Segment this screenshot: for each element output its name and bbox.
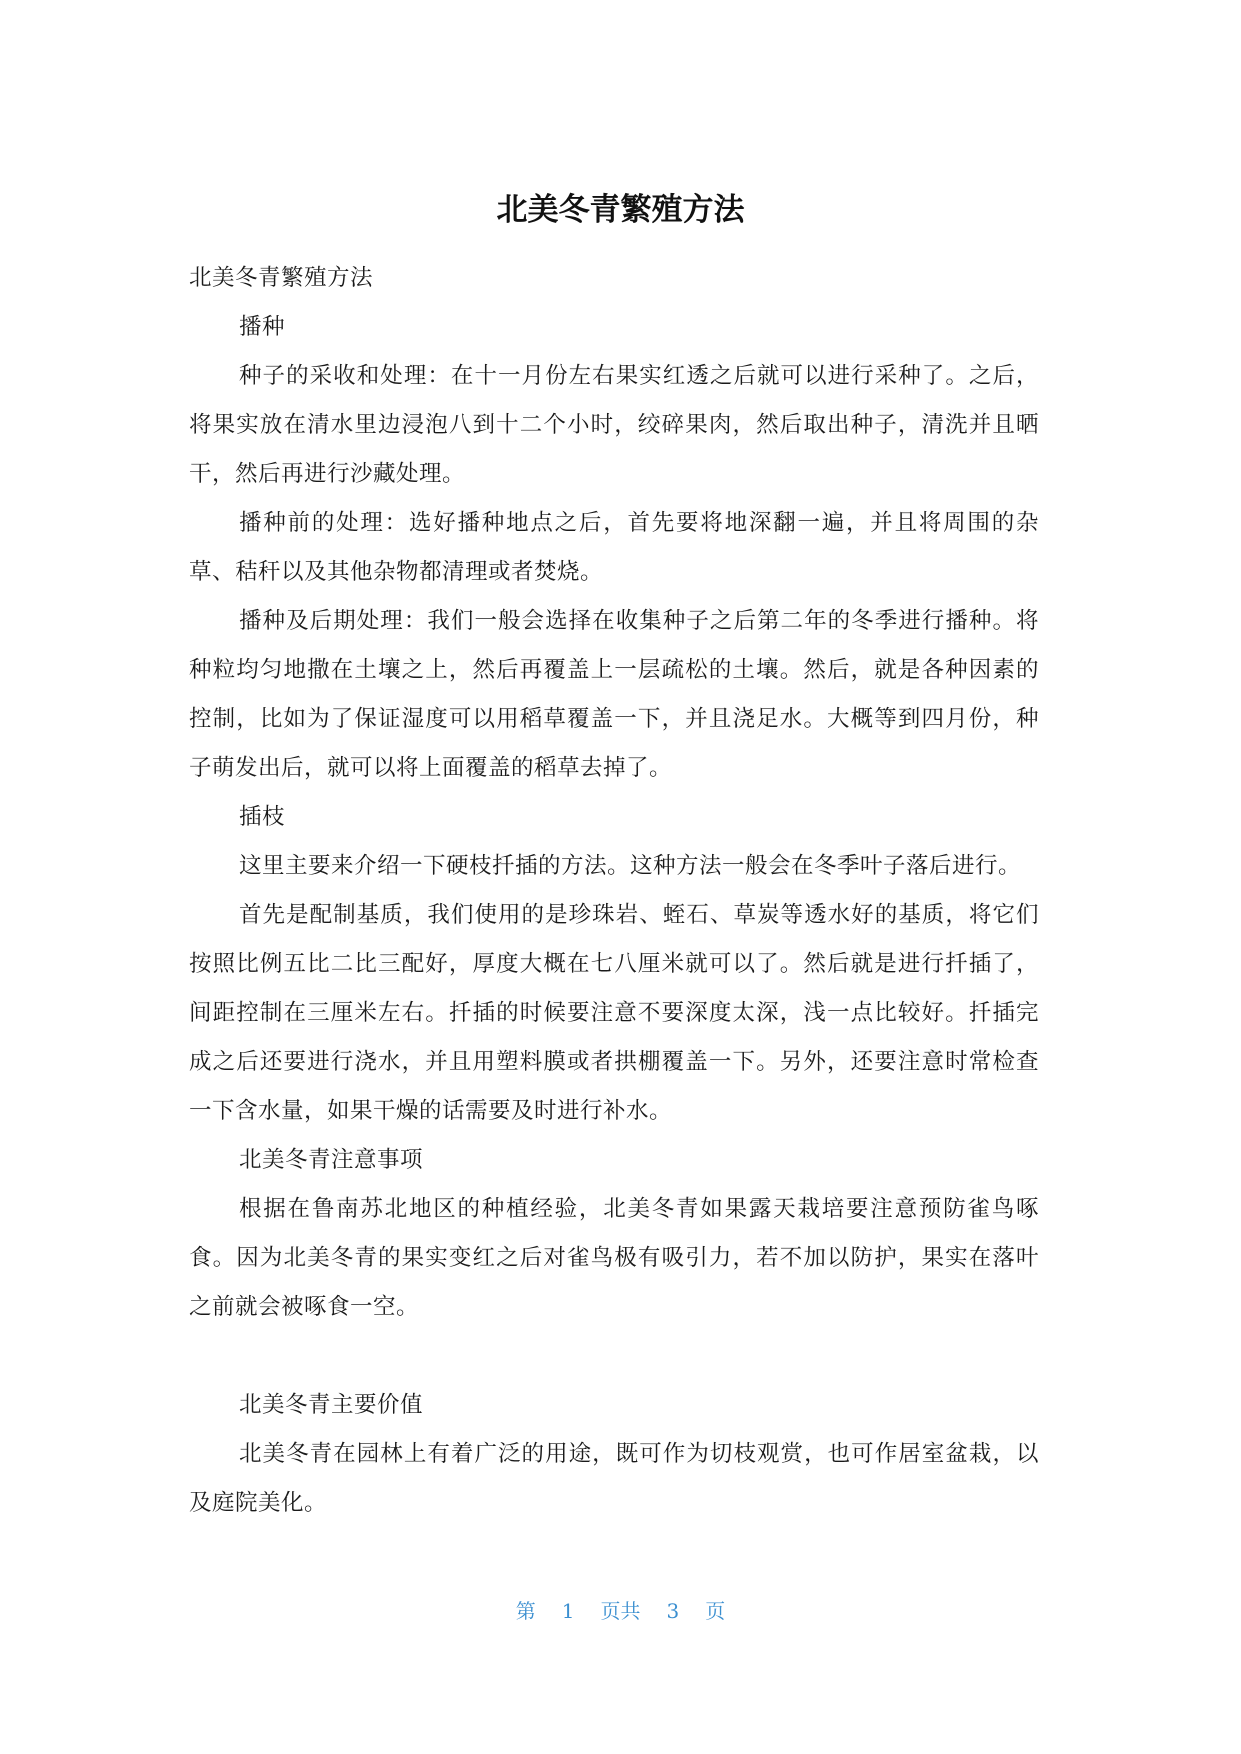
page-label-suffix: 页 (705, 1599, 726, 1623)
page-label-prefix: 第 (515, 1599, 536, 1623)
document-title: 北美冬青繁殖方法 (496, 192, 745, 228)
document-body (189, 254, 1039, 1528)
paragraph-precautions: 根据在鲁南苏北地区的种植经验，北美冬青如果露天栽培要注意预防雀鸟啄食。因为北美冬青的果实变红之后对雀鸟极有吸引力，若不加以防护，果实在落叶之前就会被啄食一空。 (189, 1196, 1039, 1320)
paragraph-hardwood-cutting: 这里主要来介绍一下硬枝扦插的方法。这种方法一般会在冬季叶子落后进行。 (239, 853, 1022, 879)
section-heading-value: 北美冬青主要价值 (239, 1392, 424, 1418)
paragraph-sowing-aftercare: 播种及后期处理：我们一般会选择在收集种子之后第二年的冬季进行播种。将种粒均匀地撒在土壤之上，然后再覆盖上一层疏松的土壤。然后，就是各种因素的控制，比如为了保证湿度可以用稻草覆盖一下，并且浇足水。大概等到四月份，种子萌发出后，就可以将上面覆盖的稻草去掉了。 (189, 608, 1039, 781)
section-heading-cutting: 插枝 (239, 804, 286, 830)
page-footer (0, 1597, 1241, 1625)
total-pages-number: 3 (666, 1599, 680, 1623)
page-label-mid: 页共 (600, 1599, 641, 1623)
section-heading-sowing: 播种 (239, 314, 286, 340)
paragraph-pre-sowing: 播种前的处理：选好播种地点之后，首先要将地深翻一遍，并且将周围的杂草、秸秆以及其他杂物都清理或者焚烧。 (189, 510, 1039, 585)
paragraph-seed-harvest: 种子的采收和处理：在十一月份左右果实红透之后就可以进行采种了。之后，将果实放在清水里边浸泡八到十二个小时，绞碎果肉，然后取出种子，清洗并且晒干，然后再进行沙藏处理。 (189, 363, 1039, 487)
section-heading-precautions: 北美冬青注意事项 (239, 1147, 424, 1173)
paragraph-value: 北美冬青在园林上有着广泛的用途，既可作为切枝观赏，也可作居室盆栽，以及庭院美化。 (189, 1441, 1039, 1516)
paragraph-heading: 北美冬青繁殖方法 (189, 265, 374, 291)
current-page-number: 1 (561, 1599, 575, 1623)
paragraph-substrate: 首先是配制基质，我们使用的是珍珠岩、蛭石、草炭等透水好的基质，将它们按照比例五比二比三配好，厚度大概在七八厘米就可以了。然后就是进行扦插了，间距控制在三厘米左右。扦插的时候要注意不要深度太深，浅一点比较好。扦插完成之后还要进行浇水，并且用塑料膜或者拱棚覆盖一下。另外，还要注意时常检查一下含水量，如果干燥的话需要及时进行补水。 (189, 902, 1039, 1124)
